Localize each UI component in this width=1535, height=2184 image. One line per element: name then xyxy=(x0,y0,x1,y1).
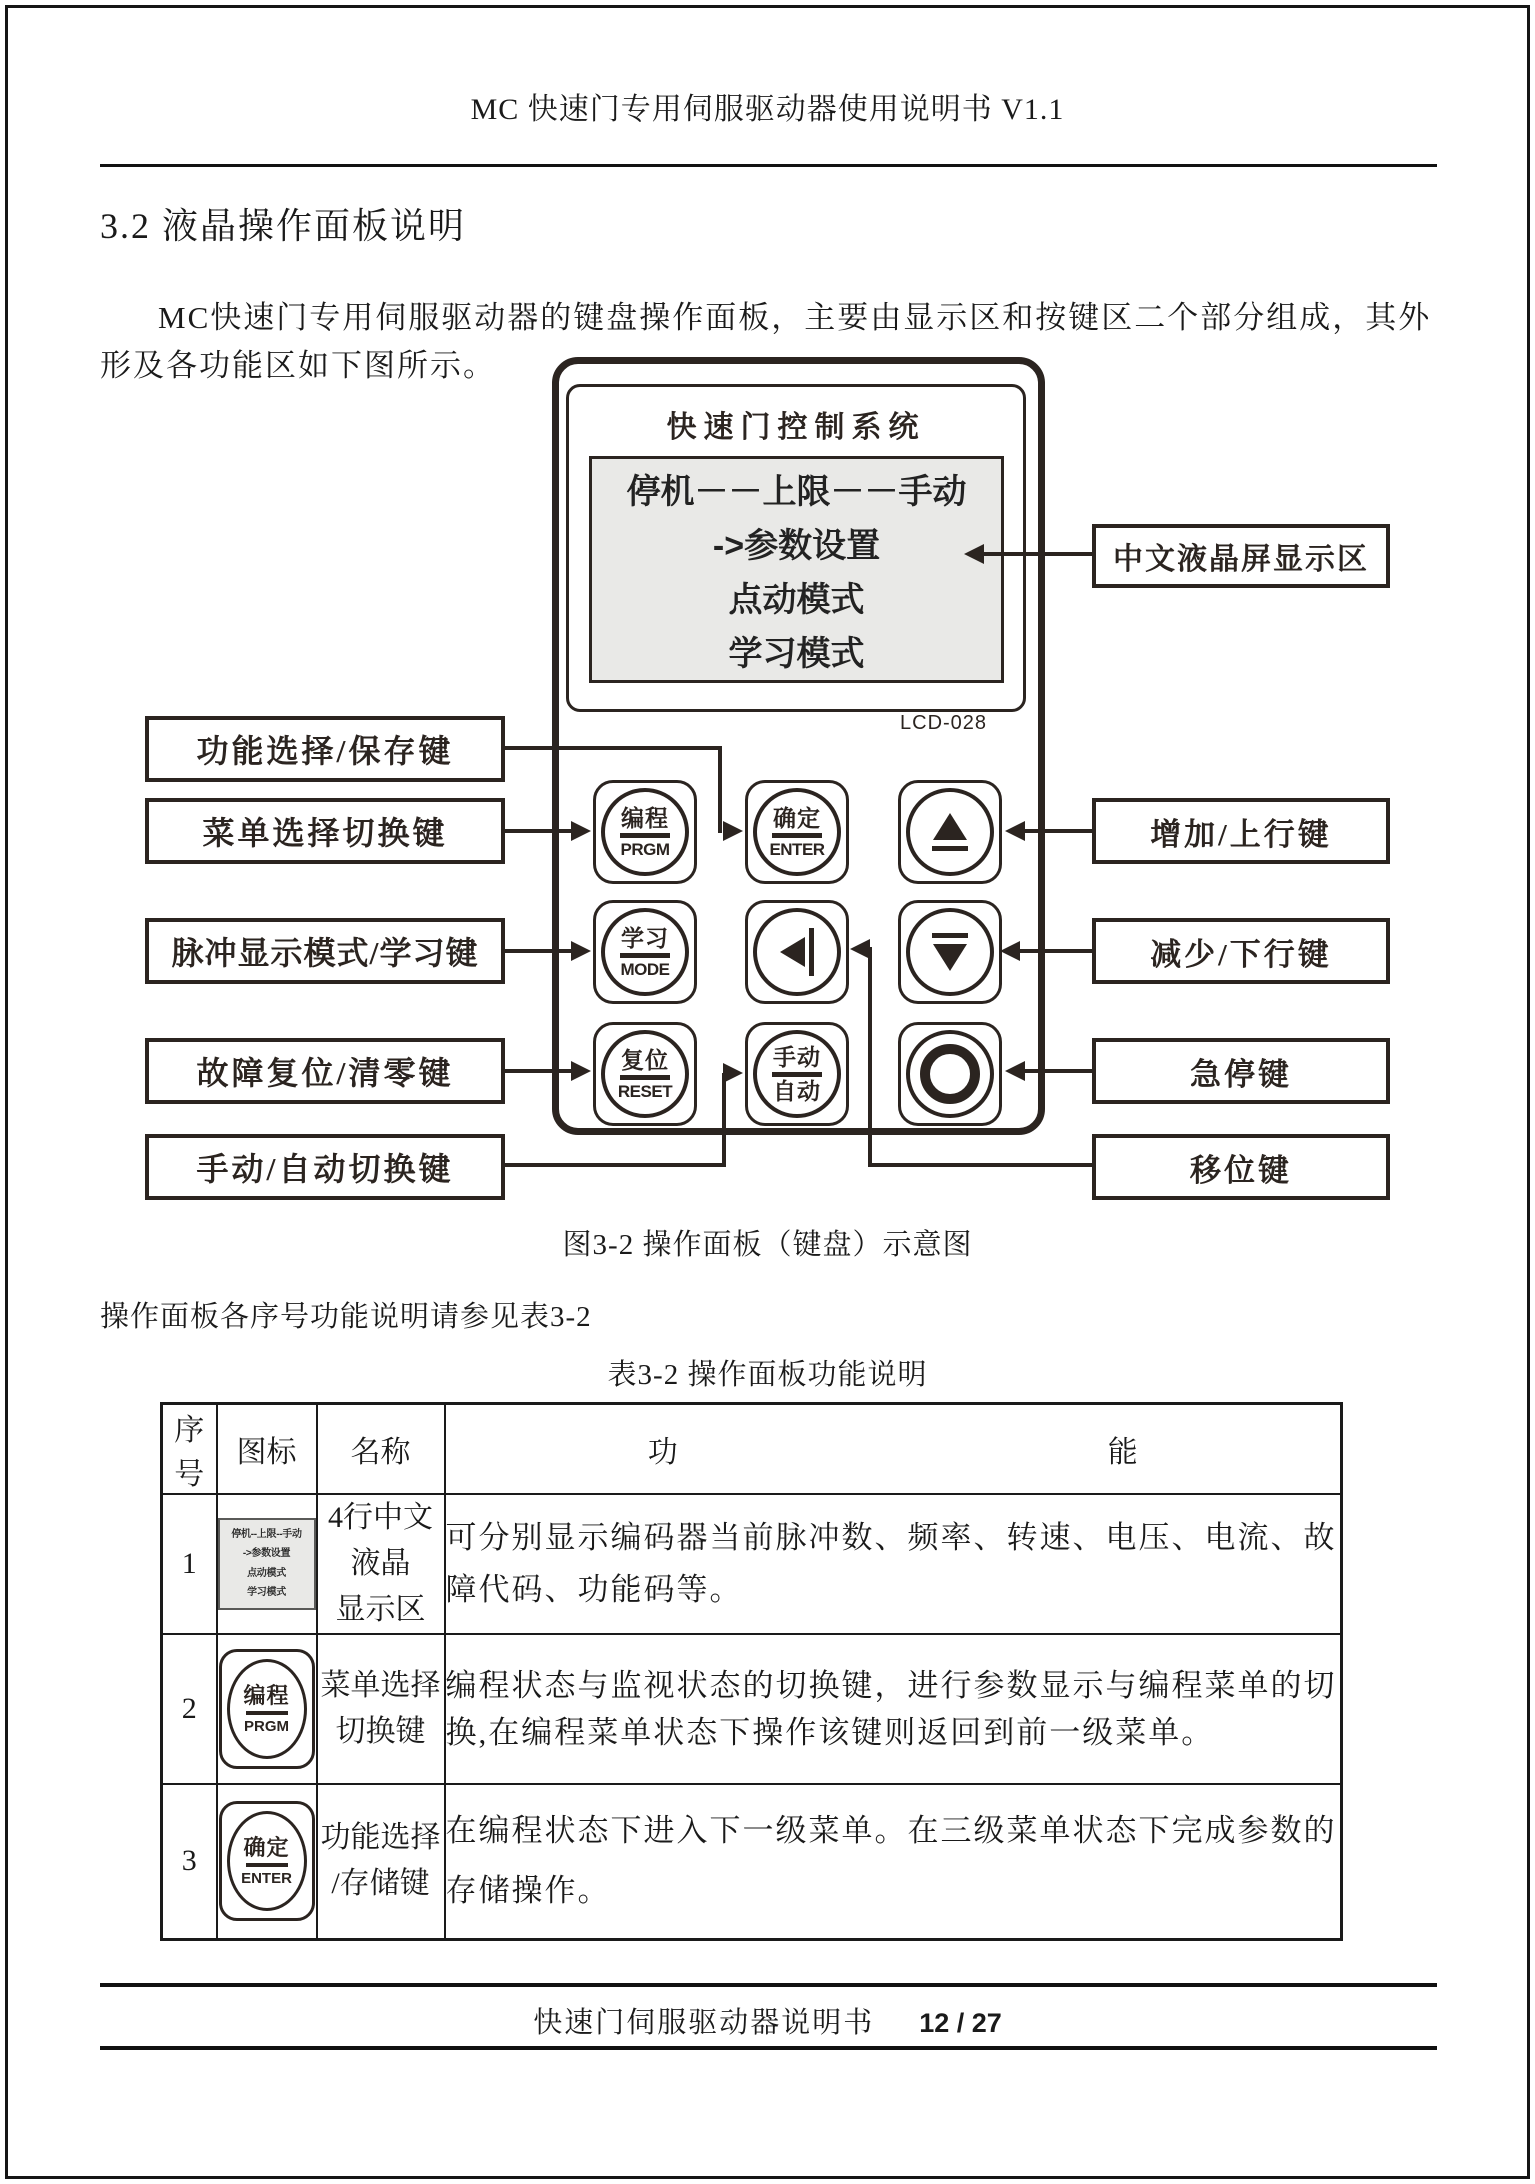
key-prgm-en: PRGM xyxy=(620,839,670,859)
key-enter-circle xyxy=(753,788,841,876)
row3-icon-cell xyxy=(217,1784,317,1939)
key-enter-zh: 确定 xyxy=(773,805,821,831)
row1-name-line2: 显示区 xyxy=(335,1593,426,1626)
row2-icon-cell xyxy=(217,1634,317,1784)
key-reset-zh: 复位 xyxy=(621,1047,669,1073)
function-table xyxy=(160,1402,1343,1941)
col-header-function-right: 能 xyxy=(1107,1436,1138,1469)
connector-arrow-left xyxy=(964,544,984,564)
key-manual-zh: 手动 xyxy=(773,1044,821,1070)
note-text: 操作面板各序号功能说明请参见表3-2 xyxy=(100,1301,592,1333)
label-decrease-down: 减少/下行键 xyxy=(1092,918,1390,984)
key-divider xyxy=(620,953,670,958)
connector-line xyxy=(505,1163,726,1167)
header-title: MC 快速门专用伺服驱动器使用说明书 V1.1 xyxy=(470,93,1065,126)
key-divider xyxy=(246,1711,288,1715)
key-prgm-zh: 编程 xyxy=(621,805,669,831)
footer-doc-name: 快速门伺服驱动器说明书 xyxy=(533,2007,875,2039)
label-lcd-display-area: 中文液晶屏显示区 xyxy=(1092,524,1390,588)
lcd-line-1: 停机－－上限－－手动 xyxy=(626,473,967,511)
key-mode-circle xyxy=(601,908,689,996)
prgm-key-icon xyxy=(219,1649,315,1769)
connector-arrow-right xyxy=(571,1061,591,1081)
connector-arrow-right xyxy=(723,1063,743,1083)
row2-name-line1: 菜单选择 xyxy=(320,1669,441,1702)
key-reset-en: RESET xyxy=(617,1081,673,1101)
row1-no: 1 xyxy=(162,1494,217,1634)
section-heading: 3.2 液晶操作面板说明 xyxy=(100,206,467,246)
paragraph-line-2: 形及各功能区如下图所示。 xyxy=(100,348,496,383)
key-divider xyxy=(772,833,822,838)
connector-line xyxy=(1021,829,1092,833)
connector-arrow-right xyxy=(571,821,591,841)
lcd-line-2: ->参数设置 xyxy=(712,527,881,565)
enter-key-icon-en: ENTER xyxy=(241,1869,292,1887)
label-menu-switch: 菜单选择切换键 xyxy=(145,798,505,864)
key-prgm xyxy=(593,780,697,884)
paragraph-line-1: MC快速门专用伺服驱动器的键盘操作面板，主要由显示区和按键区二个部分组成，其外 xyxy=(158,300,1432,335)
connector-arrow-right xyxy=(723,821,743,841)
table-title: 表3-2 操作面板功能说明 xyxy=(607,1359,928,1391)
key-prgm-circle xyxy=(601,788,689,876)
stop-ring-icon xyxy=(920,1044,980,1104)
row3-name-line2: /存储键 xyxy=(331,1867,430,1901)
footer-rule-top xyxy=(100,1983,1437,1987)
shift-left-icon xyxy=(780,937,805,967)
row3-name-line1: 功能选择 xyxy=(320,1821,441,1855)
label-function-save: 功能选择/保存键 xyxy=(145,716,505,782)
connector-arrow-left xyxy=(1005,1061,1025,1081)
down-bar-icon xyxy=(932,933,968,938)
key-shift xyxy=(745,900,849,1004)
row3-function: 在编程状态下进入下一级菜单。在三级菜单状态下完成参数的存储操作。 xyxy=(445,1784,1342,1939)
table-row xyxy=(162,1634,1342,1784)
key-down xyxy=(898,900,1002,1004)
label-emergency-stop: 急停键 xyxy=(1092,1038,1390,1104)
row3-no: 3 xyxy=(162,1784,217,1939)
connector-line xyxy=(718,746,722,833)
key-down-circle xyxy=(906,908,994,996)
mini-lcd-line: 学习模式 xyxy=(247,1587,286,1599)
lcd-title: 快速门控制系统 xyxy=(666,411,926,444)
connector-line xyxy=(1021,1069,1092,1073)
col-header-function-left: 功 xyxy=(647,1436,678,1469)
key-shift-circle xyxy=(753,908,841,996)
key-manual-auto-circle xyxy=(753,1030,841,1118)
eject-up-icon xyxy=(933,813,967,840)
shift-bar-icon xyxy=(809,928,814,976)
enter-key-icon-zh: 确定 xyxy=(243,1834,290,1860)
mini-lcd-line: 点动模式 xyxy=(247,1567,286,1579)
footer-rule-bottom xyxy=(100,2046,1437,2050)
key-auto-zh: 自动 xyxy=(773,1078,821,1104)
key-manual-auto xyxy=(745,1022,849,1126)
mini-lcd-icon xyxy=(218,1518,316,1610)
key-divider xyxy=(772,1072,822,1077)
enter-key-icon xyxy=(219,1801,315,1921)
label-pulse-mode-learn: 脉冲显示模式/学习键 xyxy=(145,918,505,984)
lcd-line-3: 点动模式 xyxy=(728,581,865,619)
eject-bar-icon xyxy=(932,846,968,851)
table-header-row xyxy=(162,1404,1342,1495)
connector-line xyxy=(1016,949,1092,953)
row1-icon-cell xyxy=(217,1494,317,1634)
connector-arrow-left xyxy=(1005,821,1025,841)
key-reset xyxy=(593,1022,697,1126)
key-up-circle xyxy=(906,788,994,876)
row1-name-line1: 4行中文液晶 xyxy=(328,1501,433,1580)
col-header-no: 序号 xyxy=(162,1404,217,1495)
label-increase-up: 增加/上行键 xyxy=(1092,798,1390,864)
connector-line xyxy=(505,949,575,953)
connector-arrow-left xyxy=(1000,941,1020,961)
mini-lcd-line: ->参数设置 xyxy=(242,1548,291,1560)
key-stop-circle xyxy=(906,1030,994,1118)
key-enter-en: ENTER xyxy=(769,839,825,859)
col-header-function xyxy=(445,1404,1342,1495)
prgm-key-icon-en: PRGM xyxy=(244,1717,289,1735)
key-divider xyxy=(620,1075,670,1080)
label-fault-reset: 故障复位/清零键 xyxy=(145,1038,505,1104)
row2-name xyxy=(317,1634,445,1784)
connector-line xyxy=(980,552,1092,556)
key-divider xyxy=(246,1863,288,1867)
table-row xyxy=(162,1784,1342,1939)
figure-caption: 图3-2 操作面板（键盘）示意图 xyxy=(562,1229,973,1261)
lcd-model-label: LCD-028 xyxy=(900,712,988,734)
key-mode-zh: 学习 xyxy=(621,925,669,951)
prgm-key-icon-zh: 编程 xyxy=(243,1682,290,1708)
connector-line xyxy=(505,829,575,833)
connector-line xyxy=(722,1073,726,1167)
connector-arrow-left xyxy=(850,939,870,959)
key-mode-en: MODE xyxy=(620,959,670,979)
connector-line xyxy=(505,1069,575,1073)
connector-arrow-right xyxy=(571,941,591,961)
row2-name-line2: 切换键 xyxy=(335,1715,426,1748)
key-divider xyxy=(620,833,670,838)
key-stop xyxy=(898,1022,1002,1126)
row3-name xyxy=(317,1784,445,1939)
row1-name xyxy=(317,1494,445,1634)
key-reset-circle xyxy=(601,1030,689,1118)
col-header-name: 名称 xyxy=(317,1404,445,1495)
row2-function: 编程状态与监视状态的切换键，进行参数显示与编程菜单的切换,在编程菜单状态下操作该键则返回到前一级菜单。 xyxy=(445,1634,1342,1784)
lcd-line-4: 学习模式 xyxy=(728,635,865,673)
row1-function: 可分别显示编码器当前脉冲数、频率、转速、电压、电流、故障代码、功能码等。 xyxy=(445,1494,1342,1634)
key-enter xyxy=(745,780,849,884)
mini-lcd-line: 停机--上限--手动 xyxy=(231,1528,302,1540)
label-manual-auto-switch: 手动/自动切换键 xyxy=(145,1134,505,1200)
connector-line xyxy=(868,947,872,1167)
header-rule xyxy=(100,164,1437,167)
label-shift-key: 移位键 xyxy=(1092,1134,1390,1200)
down-arrow-icon xyxy=(933,944,967,971)
key-mode xyxy=(593,900,697,1004)
footer-page-number: 12 / 27 xyxy=(919,2008,1002,2038)
table-row xyxy=(162,1494,1342,1634)
key-up xyxy=(898,780,1002,884)
row2-no: 2 xyxy=(162,1634,217,1784)
col-header-icon: 图标 xyxy=(217,1404,317,1495)
connector-line xyxy=(505,746,722,750)
connector-line xyxy=(870,1163,1092,1167)
lcd-screen xyxy=(589,456,1004,683)
